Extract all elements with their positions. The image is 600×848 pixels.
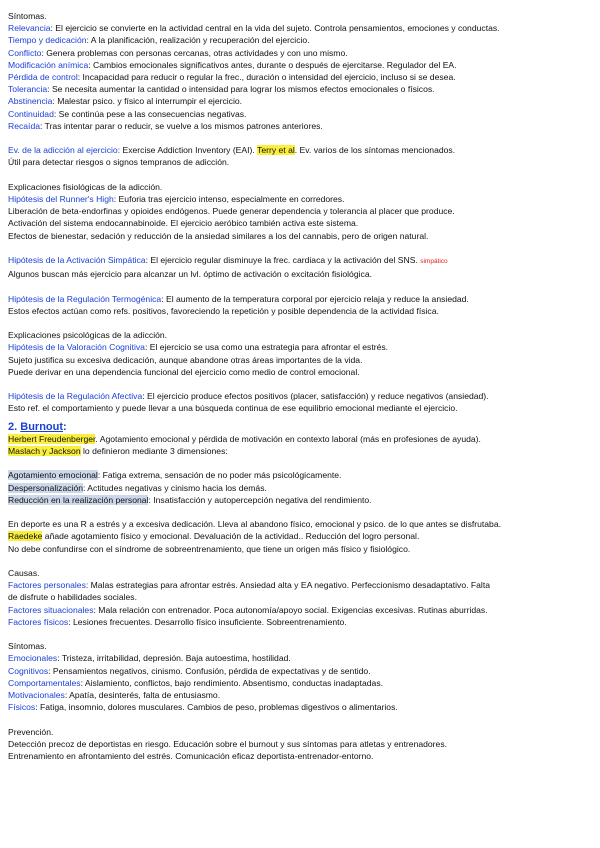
symptom-term: Tolerancia <box>8 84 48 95</box>
hypothesis-line: Hipótesis de la Regulación Termogénica: El aumento de la temperatura corporal por ejercicio relaja y reduce la ansiedad. <box>8 293 469 304</box>
paragraph-line: En deporte es una R a estrés y a excesiva dedicación. Lleva al abandono físico, emocional y psico. de lo que antes se disfrutaba. <box>8 519 502 530</box>
cause-term: Factores personales <box>8 580 86 591</box>
symptom-term: Motivacionales <box>8 690 65 701</box>
paragraph-line: Entrenamiento en afrontamiento del estrés. Comunicación eficaz deportista-entrenador-entorno. <box>8 751 374 762</box>
hypothesis-line: Hipótesis de la Valoración Cognitiva: El ejercicio se usa como una estrategia para afrontar el estrés. <box>8 342 389 353</box>
author-highlight: Raedeke <box>8 531 43 542</box>
symptom-term: Continuidad <box>8 108 54 119</box>
symptom-line: Abstinencia: Malestar psico. y físico al interrumpir el ejercicio. <box>8 96 243 107</box>
symptom-term: Cognitivos <box>8 665 49 676</box>
symptom-term: Modificación anímica <box>8 59 89 70</box>
section-heading: Explicaciones psicológicas de la adicción. <box>8 330 168 341</box>
evaluation-line: Ev. de la adicción al ejercicio: Exercise Addiction Inventory (EAI). Terry et al. Ev. varios de los síntomas mencionados. <box>8 145 456 156</box>
hypothesis-line: Hipótesis de la Activación Simpática: El ejercicio regular disminuye la frec. cardiaca y la activación del SNS. simpático <box>8 255 448 266</box>
document-page <box>8 10 594 762</box>
cause-term: Factores situacionales <box>8 604 94 615</box>
evaluation-line-2: Útil para detectar riesgos o signos tempranos de adicción. <box>8 157 230 168</box>
symptom-line: Continuidad: Se continúa pese a las consecuencias negativas. <box>8 108 247 119</box>
paragraph-line: Liberación de beta-endorfinas y opioides endógenos. Puede generar dependencia y tolerancia al placer que produce. <box>8 206 455 217</box>
cause-line-cont: de disfrute o habilidades sociales. <box>8 592 137 603</box>
symptom-line: Conflicto: Genera problemas con personas cercanas, otras actividades y con uno mismo. <box>8 47 348 58</box>
symptom-term: Recaída <box>8 120 41 131</box>
symptom-term: Tiempo y dedicación <box>8 35 87 46</box>
evaluation-term: Ev. de la adicción al ejercicio: <box>8 145 121 156</box>
burnout-intro-line: Herbert Freudenberger. Agotamiento emocional y pérdida de motivación en contexto laboral (más en profesiones de ayuda). <box>8 433 481 444</box>
handwritten-note: simpático <box>420 258 448 266</box>
paragraph-line: No debe confundirse con el síndrome de sobreentrenamiento, que tiene un origen más físico y fisiológico. <box>8 543 411 554</box>
cause-line: Factores personales: Malas estrategias para afrontar estrés. Ansiedad alta y EA negativo. Perfeccionismo desadaptativo. Falta <box>8 580 491 591</box>
paragraph-line: Sujeto justifica su excesiva dedicación, aunque abandone otras áreas importantes de la vida. <box>8 354 363 365</box>
paragraph-line: Raedeke añade agotamiento físico y emocional. Devaluación de la actividad.. Reducción del logro personal. <box>8 531 420 542</box>
symptom-term: Relevancia <box>8 23 51 34</box>
cause-line: Factores físicos: Lesiones frecuentes. Desarrollo físico insuficiente. Sobreentrenamiento. <box>8 616 347 627</box>
cause-term: Factores físicos <box>8 616 69 627</box>
section-heading: Síntomas. <box>8 641 47 652</box>
symptom-line: Motivacionales: Apatía, desinterés, falta de entusiasmo. <box>8 690 221 701</box>
symptom-line: Recaída: Tras intentar parar o reducir, se vuelve a los mismos patrones anteriores. <box>8 120 323 131</box>
paragraph-line: Puede derivar en una dependencia funcional del ejercicio como medio de control emocional. <box>8 366 360 377</box>
symptom-line: Pérdida de control: Incapacidad para reducir o regular la frec., duración o intensidad del ejercicio, incluso si se desea. <box>8 72 456 83</box>
section-heading: Síntomas. <box>8 11 47 21</box>
cause-line: Factores situacionales: Mala relación con entrenador. Poca autonomía/apoyo social. Exigencias excesivas. Rutinas aburridas. <box>8 604 488 615</box>
symptom-line: Tolerancia: Se necesita aumentar la cantidad o intensidad para lograr los mismos efectos emocionales o físicos. <box>8 84 435 95</box>
hypothesis-line: Hipótesis de la Regulación Afectiva: El ejercicio produce efectos positivos (placer, satisfacción) y reduce negativos (ansiedad). <box>8 391 489 402</box>
dimension-line: Reducción en la realización personal: Insatisfacción y autopercepción negativa del rendimiento. <box>8 494 372 505</box>
hypothesis-term: Hipótesis de la Regulación Afectiva <box>8 391 143 402</box>
dimension-line: Agotamiento emocional: Fatiga extrema, sensación de no poder más psicológicamente. <box>8 470 342 481</box>
paragraph-line: Algunos buscan más ejercicio para alcanzar un lvl. óptimo de activación o excitación fisiológica. <box>8 269 372 280</box>
symptom-line: Emocionales: Tristeza, irritabilidad, depresión. Baja autoestima, hostilidad. <box>8 653 291 664</box>
dimension-term: Reducción en la realización personal <box>8 494 149 505</box>
dimension-line: Despersonalización: Actitudes negativas y cinismo hacia los demás. <box>8 482 267 493</box>
hypothesis-term: Hipótesis de la Valoración Cognitiva <box>8 342 145 353</box>
symptom-term: Comportamentales <box>8 677 81 688</box>
paragraph-line: Estos efectos actúan como refs. positivos, favoreciendo la repetición y posible dependencia de la actividad física. <box>8 305 439 316</box>
symptom-line: Cognitivos: Pensamientos negativos, cinismo. Confusión, pérdida de expectativas y de sentido. <box>8 665 371 676</box>
symptom-line: Comportamentales: Aislamiento, conflictos, bajo rendimiento. Absentismo, conductas inadaptadas. <box>8 677 383 688</box>
paragraph-line: Activación del sistema endocannabinoide. El ejercicio aeróbico también activa este sistema. <box>8 218 359 229</box>
symptom-term: Abstinencia <box>8 96 53 107</box>
section-heading: Prevención. <box>8 726 54 737</box>
paragraph-line: Detección precoz de deportistas en riesgo. Educación sobre el burnout y sus síntomas para atletas y entrenadores. <box>8 738 448 749</box>
dimension-term: Agotamiento emocional <box>8 470 98 481</box>
hypothesis-term: Hipótesis del Runner's High <box>8 194 114 205</box>
hypothesis-line: Hipótesis del Runner's High: Euforia tras ejercicio intenso, especialmente en corredores. <box>8 194 345 205</box>
symptom-term: Físicos <box>8 702 36 713</box>
burnout-heading: 2. Burnout: <box>8 420 67 433</box>
author-highlight: Maslach y Jackson <box>8 446 81 457</box>
symptom-line: Tiempo y dedicación: A la planificación, realización y recuperación del ejercicio. <box>8 35 310 46</box>
burnout-intro-line: Maslach y Jackson lo definieron mediante 3 dimensiones: <box>8 446 228 457</box>
symptom-line: Modificación anímica: Cambios emocionales significativos antes, durante o después de ejercitarse. Regulador del EA. <box>8 59 457 70</box>
paragraph-line: Esto ref. el comportamiento y puede llevar a una búsqueda continua de ese equilibrio emocional mediante el ejercicio. <box>8 403 458 414</box>
symptom-term: Emocionales <box>8 653 58 664</box>
author-highlight: Herbert Freudenberger <box>8 433 96 444</box>
dimension-term: Despersonalización <box>8 482 83 493</box>
hypothesis-term: Hipótesis de la Regulación Termogénica <box>8 293 162 304</box>
symptom-term: Conflicto <box>8 47 42 58</box>
symptom-term: Pérdida de control <box>8 72 78 83</box>
author-highlight: Terry et al <box>257 145 295 156</box>
symptom-line: Físicos: Fatiga, insomnio, dolores musculares. Cambios de peso, problemas digestivos o alimentarios. <box>8 702 398 713</box>
section-heading: Causas. <box>8 568 40 578</box>
section-heading: Explicaciones fisiológicas de la adicción. <box>8 181 163 192</box>
hypothesis-term: Hipótesis de la Activación Simpática <box>8 255 146 266</box>
paragraph-line: Efectos de bienestar, sedación y reducción de la ansiedad similares a los del cannabis, pero de origen natural. <box>8 230 429 241</box>
symptom-line: Relevancia: El ejercicio se convierte en la actividad central en la vida del sujeto. Controla pensamientos, emociones y conductas. <box>8 23 500 34</box>
